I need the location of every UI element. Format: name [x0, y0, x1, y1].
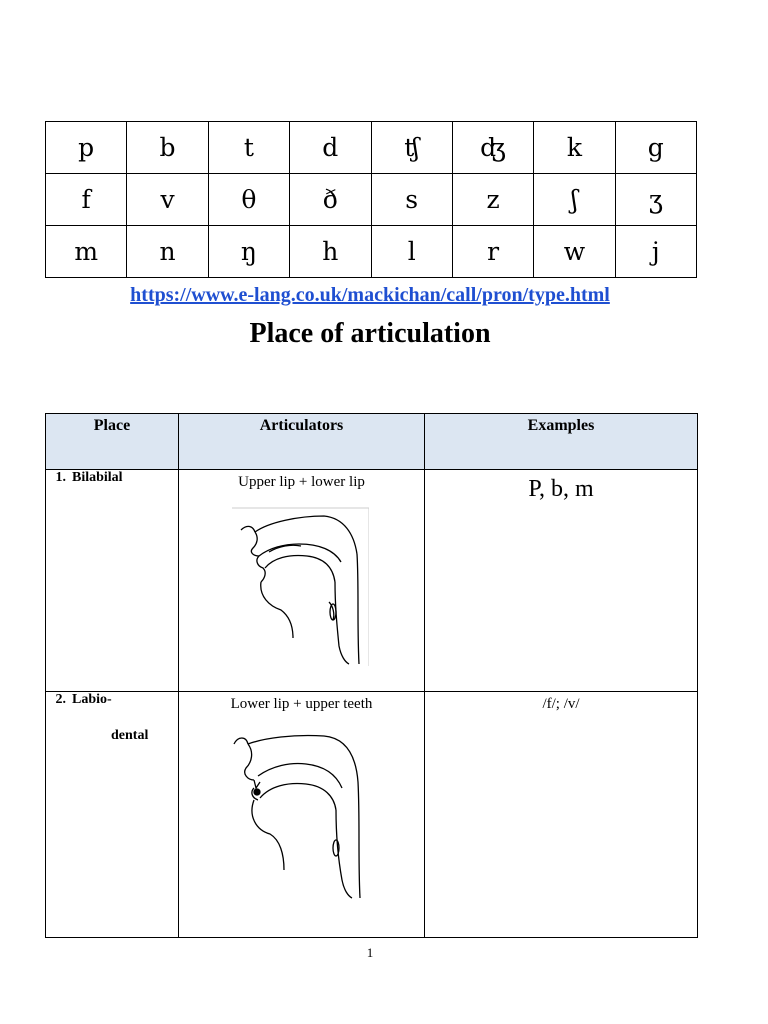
place-label-continued: dental — [111, 728, 149, 743]
examples-text: P, b, m — [528, 476, 594, 502]
consonant-cell: θ — [208, 174, 289, 226]
consonant-cell: f — [46, 174, 127, 226]
bilabial-vocal-tract-diagram — [229, 506, 369, 666]
page-number: 1 — [366, 945, 374, 960]
consonant-cell: h — [290, 226, 371, 278]
place-cell — [46, 692, 179, 938]
consonant-cell: ʤ — [452, 122, 533, 174]
page-heading: Place of articulation — [249, 318, 491, 349]
consonant-cell: n — [127, 226, 208, 278]
examples-text: /f/; /v/ — [542, 696, 580, 712]
consonant-table — [45, 121, 697, 278]
consonant-cell: z — [452, 174, 533, 226]
consonant-cell: ʃ — [534, 174, 615, 226]
consonant-cell: v — [127, 174, 208, 226]
articulators-cell — [179, 470, 425, 692]
place-of-articulation-table — [45, 413, 698, 938]
consonant-cell: b — [127, 122, 208, 174]
place-cell — [46, 470, 179, 692]
header-articulators: Articulators — [179, 414, 425, 470]
consonant-cell: m — [46, 226, 127, 278]
consonant-cell: ʒ — [615, 174, 696, 226]
consonant-cell: w — [534, 226, 615, 278]
consonant-cell: l — [371, 226, 452, 278]
examples-cell — [425, 692, 698, 938]
consonant-cell: s — [371, 174, 452, 226]
labiodental-vocal-tract-diagram — [224, 730, 374, 900]
source-link[interactable]: https://www.e-lang.co.uk/mackichan/call/pron/type.html — [130, 284, 610, 306]
consonant-row — [46, 174, 697, 226]
examples-cell — [425, 470, 698, 692]
articulators-label: Lower lip + upper teeth — [230, 696, 373, 712]
table-row — [46, 692, 698, 938]
consonant-cell: k — [534, 122, 615, 174]
consonant-cell: g — [615, 122, 696, 174]
consonant-cell: ð — [290, 174, 371, 226]
articulators-label: Upper lip + lower lip — [238, 474, 365, 490]
place-label: Bilabilal — [72, 470, 123, 485]
header-examples: Examples — [425, 414, 698, 470]
consonant-row — [46, 122, 697, 174]
consonant-cell: ŋ — [208, 226, 289, 278]
consonant-cell: t — [208, 122, 289, 174]
table-row — [46, 470, 698, 692]
consonant-cell: r — [452, 226, 533, 278]
row-number: 1. — [55, 470, 66, 485]
row-number: 2. — [55, 692, 66, 707]
consonant-cell: d — [290, 122, 371, 174]
header-place: Place — [46, 414, 179, 470]
consonant-cell: j — [615, 226, 696, 278]
consonant-cell: p — [46, 122, 127, 174]
consonant-row — [46, 226, 697, 278]
place-label: Labio- — [72, 692, 112, 707]
articulators-cell — [179, 692, 425, 938]
table-header-row — [46, 414, 698, 470]
consonant-cell: ʧ — [371, 122, 452, 174]
